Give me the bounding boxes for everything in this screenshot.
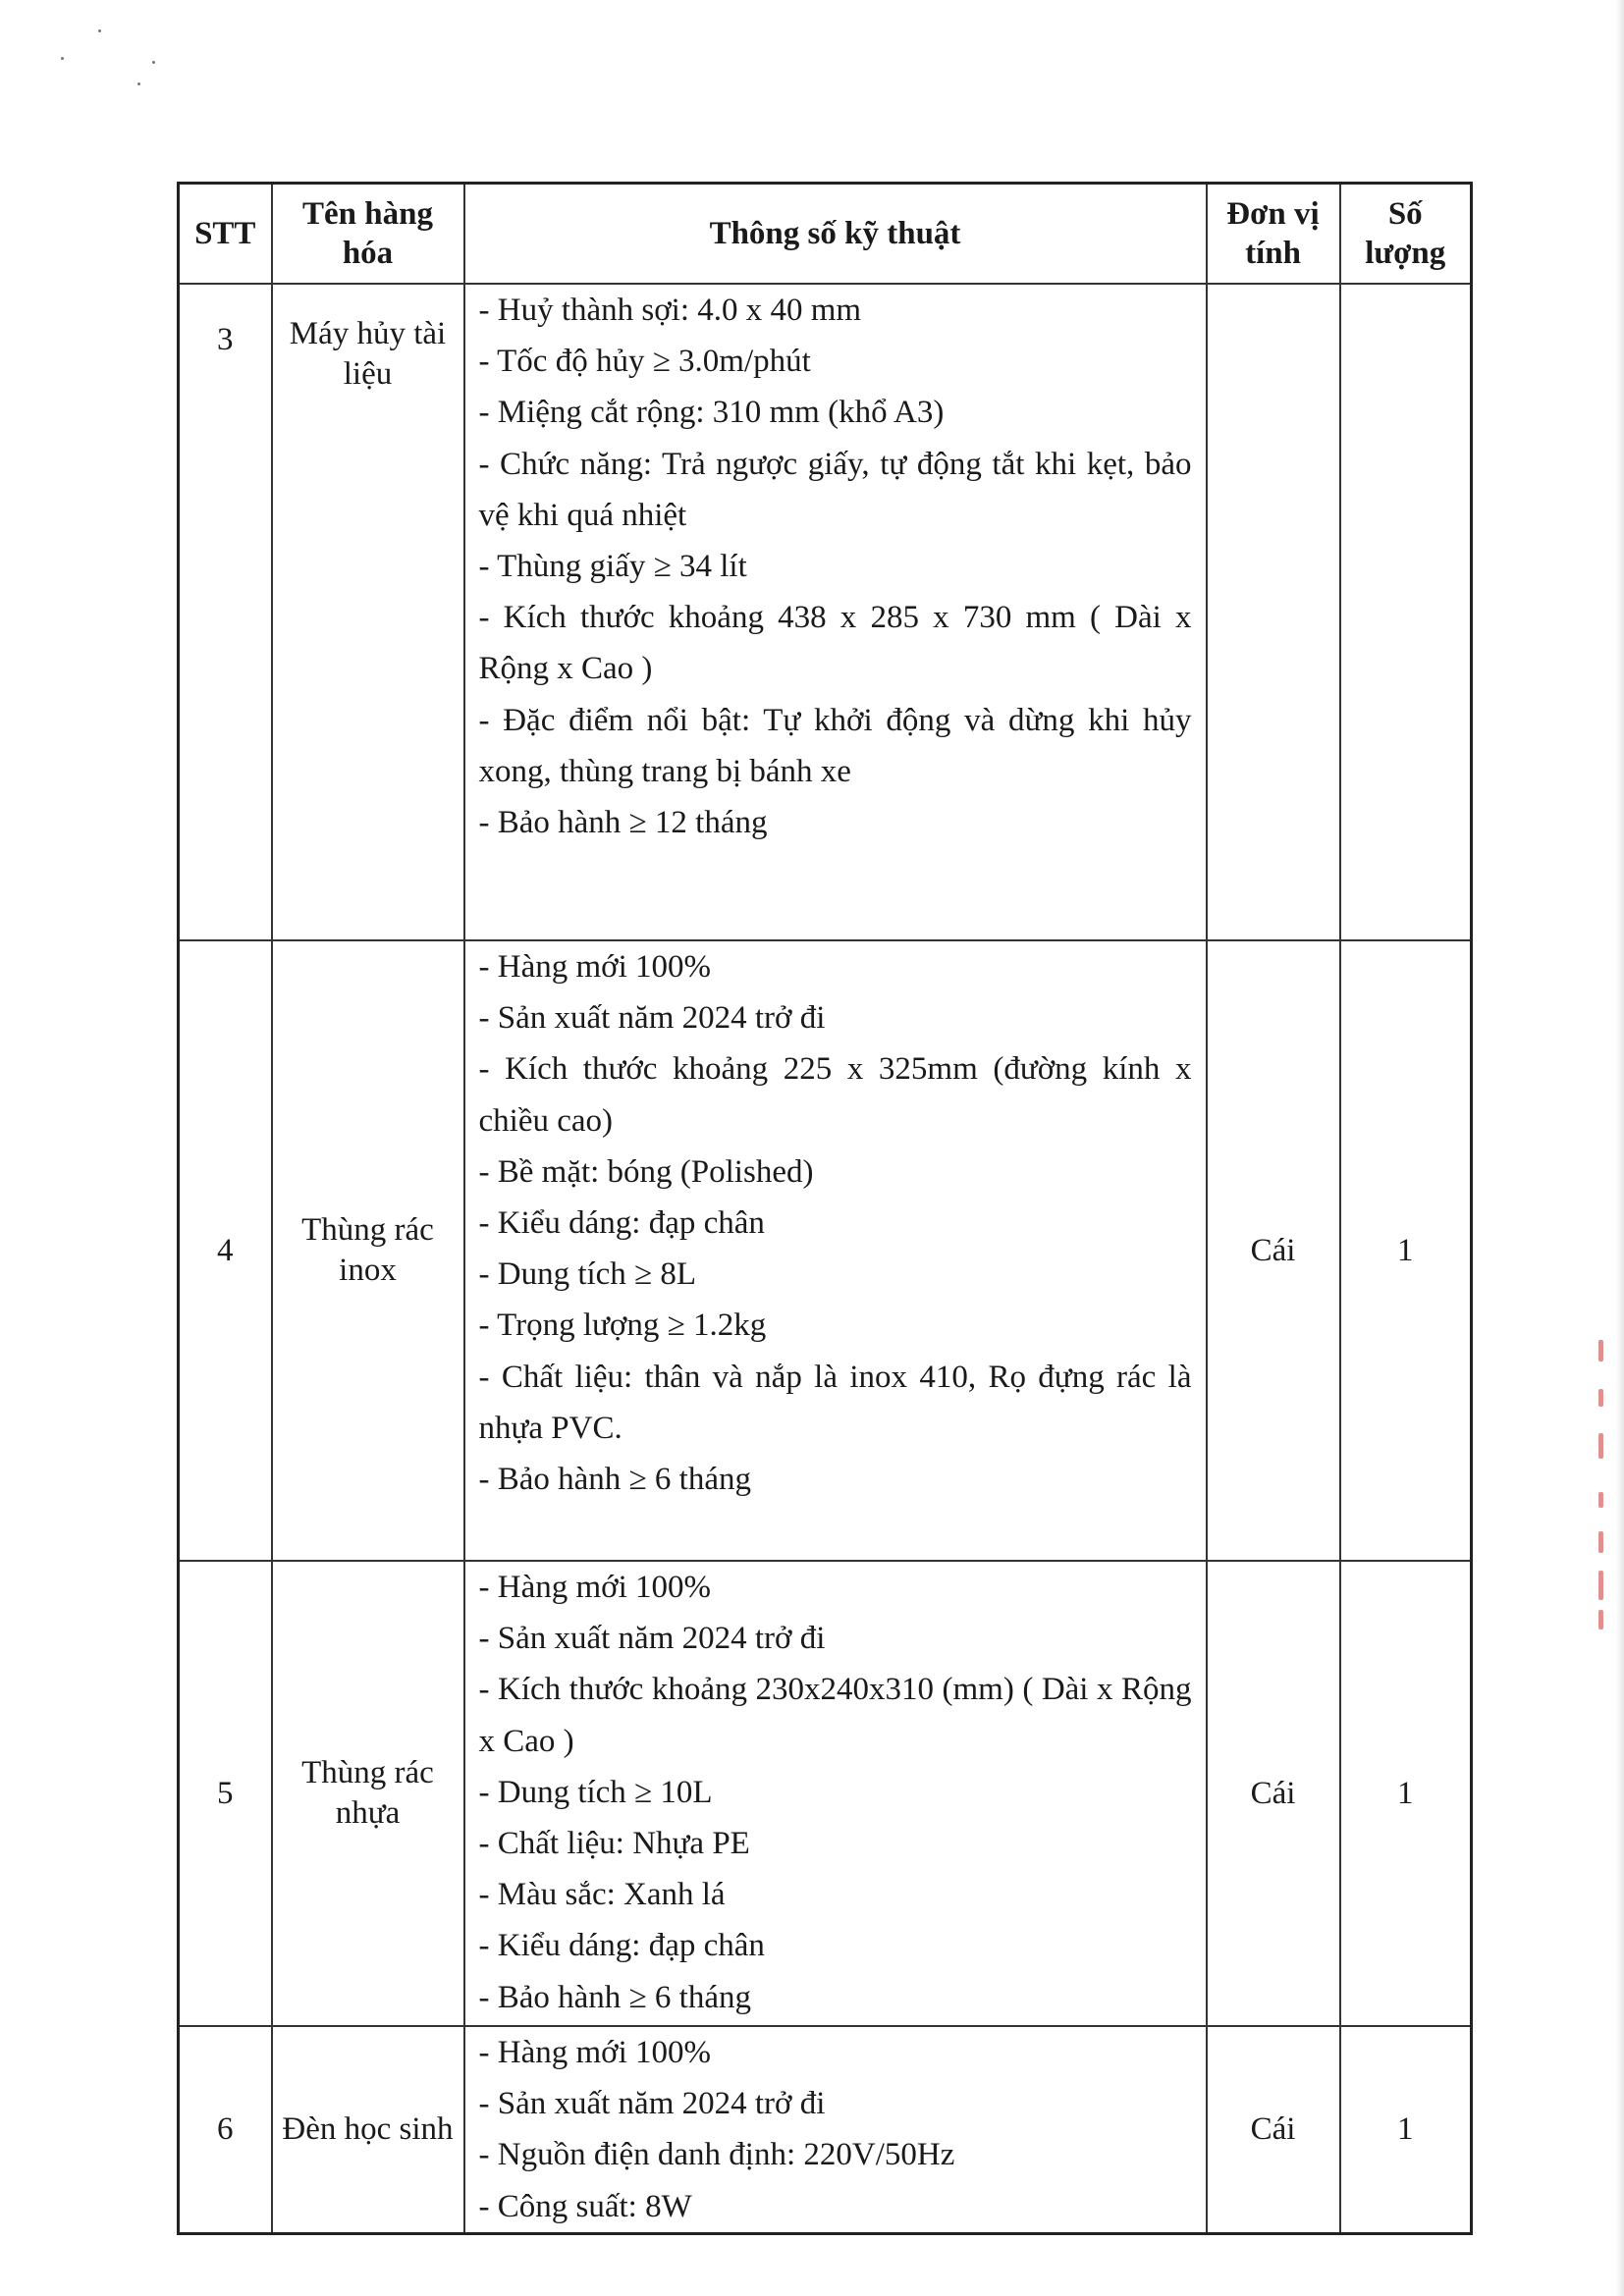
header-stt: STT (179, 184, 272, 285)
table-row (179, 1561, 1472, 2026)
row-specifications (464, 2026, 1207, 2234)
row-quantity: 1 (1340, 1561, 1472, 2026)
header-unit: Đơn vị tính (1207, 184, 1340, 285)
row-specifications (464, 940, 1207, 1561)
spec-line: - Thùng giấy ≥ 34 lít (478, 549, 747, 585)
margin-stamp-mark (1598, 1571, 1603, 1600)
spec-line: - Hàng mới 100% (478, 949, 711, 985)
spec-line: - Tốc độ hủy ≥ 3.0m/phút (478, 344, 811, 380)
spec-line: - Kiểu dáng: đạp chân (478, 1928, 765, 1964)
scan-speck (152, 61, 155, 64)
spec-line: - Kích thước khoảng 225 x 325mm (đường kính x chiều cao) (478, 1051, 1192, 1139)
spec-line: - Công suất: 8W (478, 2188, 692, 2224)
row-unit: Cái (1207, 2026, 1340, 2234)
row-item-name: Đèn học sinh (272, 2026, 464, 2234)
table-row (179, 284, 1472, 940)
header-specifications: Thông số kỹ thuật (464, 184, 1207, 285)
spec-line: - Bảo hành ≥ 6 tháng (478, 1462, 751, 1498)
row-unit (1207, 284, 1340, 940)
spec-line: - Trọng lượng ≥ 1.2kg (478, 1308, 767, 1344)
spec-line: - Nguồn điện danh định: 220V/50Hz (478, 2137, 955, 2173)
row-specifications (464, 284, 1207, 940)
row-quantity: 1 (1340, 2026, 1472, 2234)
margin-stamp-mark (1598, 1433, 1603, 1459)
row-stt: 5 (179, 1561, 272, 2026)
scan-speck (98, 29, 101, 32)
row-item-name: Máy hủy tài liệu (272, 284, 464, 940)
spec-line: - Kiểu dáng: đạp chân (478, 1205, 765, 1242)
spec-line: - Màu sắc: Xanh lá (478, 1877, 726, 1913)
header-item-name: Tên hàng hóa (272, 184, 464, 285)
row-stt: 6 (179, 2026, 272, 2234)
margin-stamp-mark (1598, 1492, 1603, 1508)
spec-line: - Sản xuất năm 2024 trở đi (478, 1621, 826, 1657)
row-unit: Cái (1207, 1561, 1340, 2026)
margin-stamp-mark (1598, 1531, 1603, 1553)
header-row (179, 184, 1472, 285)
margin-stamp-mark (1598, 1610, 1603, 1629)
spec-line: - Chức năng: Trả ngược giấy, tự động tắt khi kẹt, bảo vệ khi quá nhiệt (478, 446, 1192, 533)
spec-line: - Chất liệu: thân và nắp là inox 410, Rọ đựng rác là nhựa PVC. (478, 1359, 1192, 1446)
spec-line: - Kích thước khoảng 230x240x310 (mm) ( Dài x Rộng x Cao ) (478, 1672, 1192, 1759)
spec-line: - Bảo hành ≥ 6 tháng (478, 1979, 751, 2015)
row-unit: Cái (1207, 940, 1340, 1561)
page-edge-shadow (1616, 0, 1624, 2296)
row-quantity (1340, 284, 1472, 940)
margin-stamp-mark (1598, 1340, 1603, 1362)
spec-line: - Dung tích ≥ 8L (478, 1256, 697, 1293)
spec-line: - Sản xuất năm 2024 trở đi (478, 2086, 826, 2122)
spec-line: - Dung tích ≥ 10L (478, 1774, 713, 1810)
specification-table (177, 182, 1473, 2235)
scan-speck (137, 82, 140, 85)
spec-line: - Đặc điểm nổi bật: Tự khởi động và dừng khi hủy xong, thùng trang bị bánh xe (478, 702, 1192, 789)
spec-line: - Chất liệu: Nhựa PE (478, 1826, 750, 1862)
spec-line: - Bảo hành ≥ 12 tháng (478, 805, 768, 841)
row-item-name: Thùng rác nhựa (272, 1561, 464, 2026)
row-quantity: 1 (1340, 940, 1472, 1561)
spec-line: - Miệng cắt rộng: 310 mm (khổ A3) (478, 395, 945, 431)
table-row (179, 940, 1472, 1561)
spec-line: - Sản xuất năm 2024 trở đi (478, 1000, 826, 1037)
margin-stamp-mark (1598, 1389, 1603, 1407)
row-stt: 4 (179, 940, 272, 1561)
spec-line: - Kích thước khoảng 438 x 285 x 730 mm ( Dài x Rộng x Cao ) (478, 600, 1192, 687)
scan-speck (61, 57, 64, 60)
spec-line: - Hàng mới 100% (478, 1570, 711, 1605)
row-item-name: Thùng rác inox (272, 940, 464, 1561)
table-row (179, 2026, 1472, 2234)
spec-line: - Bề mặt: bóng (Polished) (478, 1153, 814, 1190)
spec-line: - Huỷ thành sợi: 4.0 x 40 mm (478, 293, 862, 328)
spec-line: - Hàng mới 100% (478, 2035, 711, 2070)
header-quantity: Số lượng (1340, 184, 1472, 285)
row-specifications (464, 1561, 1207, 2026)
row-stt: 3 (179, 284, 272, 940)
